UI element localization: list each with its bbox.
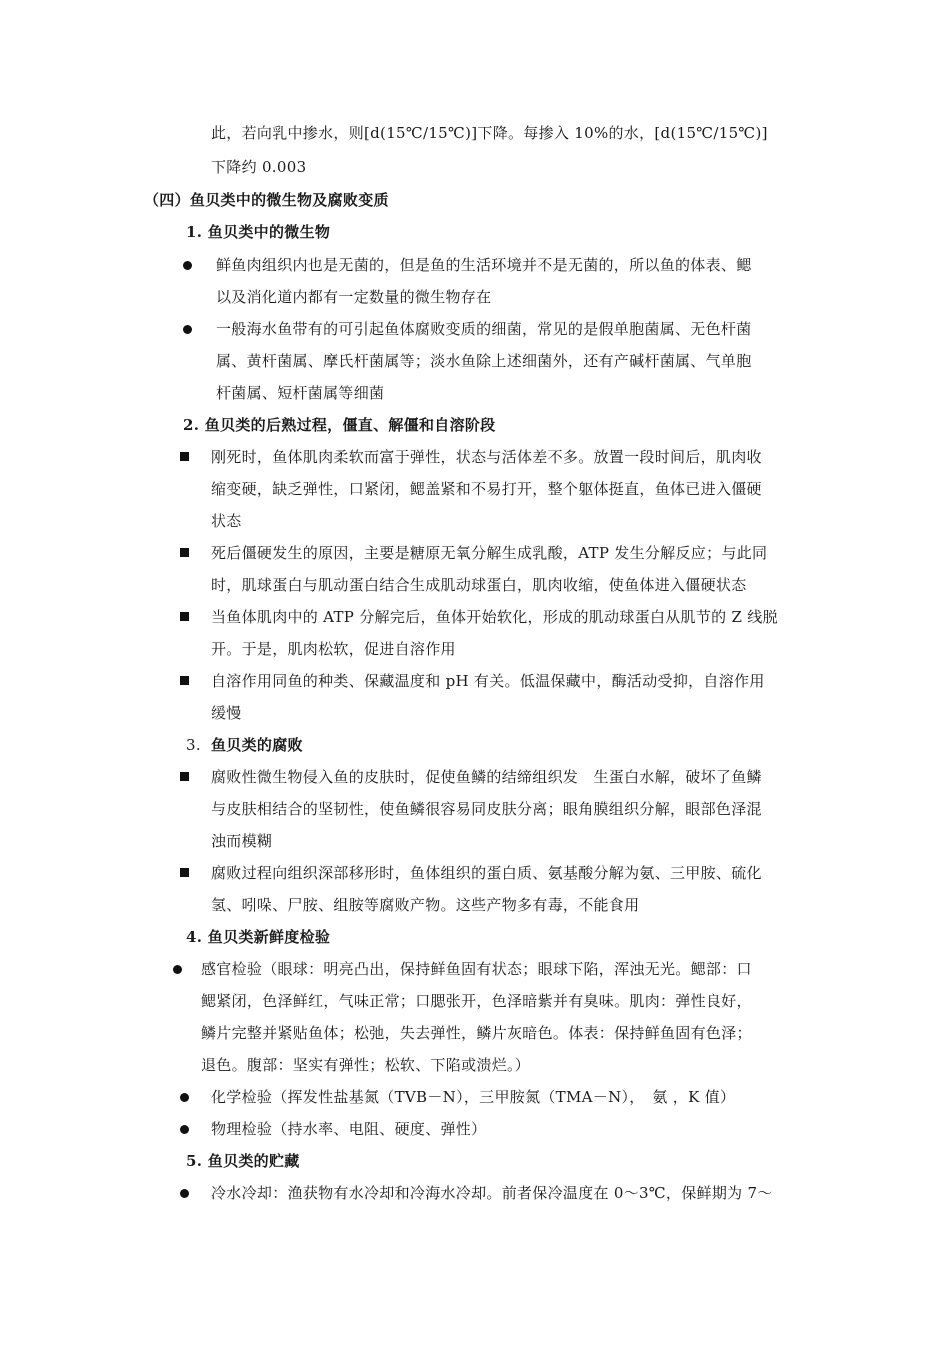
bullet-square-icon [180, 676, 189, 685]
s2-bullet1-line3: 状态 [211, 512, 242, 530]
s2-bullet3-line2: 开。于是，肌肉松软，促进自溶作用 [211, 640, 456, 658]
s4-bullet3: 物理检验（持水率、电阻、硬度、弹性） [211, 1120, 487, 1138]
subsection-5-heading: 5. 鱼贝类的贮藏 [186, 1152, 300, 1170]
s4-bullet1-line4: 退色。腹部：坚实有弹性；松软、下陷或溃烂。） [201, 1056, 531, 1074]
subsection-1-heading: 1. 鱼贝类中的微生物 [186, 223, 331, 241]
intro-line-1: 此，若向乳中掺水，则[d(15℃/15℃)]下降。每掺入 10%的水，[d(15℃/15℃)] [211, 124, 768, 142]
subsection-3-number: 3. [186, 736, 201, 754]
subsection-3-title: 鱼贝类的腐败 [211, 736, 303, 754]
intro-line-2: 下降约 0.003 [211, 158, 307, 176]
bullet-dot-icon [183, 325, 192, 334]
s2-bullet3-line1: 当鱼体肌肉中的 ATP 分解完后，鱼体开始软化，形成的肌动球蛋白从肌节的 Z 线脱 [211, 608, 778, 626]
s2-bullet4-line2: 缓慢 [211, 704, 242, 722]
s2-bullet1-line2: 缩变硬，缺乏弹性，口紧闭，鳃盖紧和不易打开，整个躯体挺直，鱼体已进入僵硬 [211, 480, 762, 498]
s4-bullet1-line3: 鳞片完整并紧贴鱼体；松弛，失去弹性，鳞片灰暗色。体表：保持鲜鱼固有色泽； [201, 1024, 752, 1042]
s4-bullet1-line2: 鳃紧闭，色泽鲜红，气味正常；口腮张开，色泽暗紫并有臭味。肌肉：弹性良好， [201, 992, 752, 1010]
subsection-2-heading: 2. 鱼贝类的后熟过程，僵直、解僵和自溶阶段 [183, 416, 496, 434]
s3-bullet1-line2: 与皮肤相结合的坚韧性，使鱼鳞很容易同皮肤分离；眼角膜组织分解，眼部色泽混 [211, 800, 762, 818]
s2-bullet4-line1: 自溶作用同鱼的种类、保藏温度和 pH 有关。低温保藏中，酶活动受抑，自溶作用 [211, 672, 765, 690]
s1-bullet2-line2: 属、黄杆菌属、摩氏杆菌属等；淡水鱼除上述细菌外，还有产碱杆菌属、气单胞 [216, 352, 752, 370]
bullet-square-icon [180, 548, 189, 557]
s5-bullet1: 冷水冷却：渔获物有水冷却和冷海水冷却。前者保冷温度在 0～3℃，保鲜期为 7～ [211, 1184, 773, 1202]
bullet-dot-icon [180, 1093, 189, 1102]
s2-bullet2-line2: 时，肌球蛋白与肌动蛋白结合生成肌动球蛋白，肌肉收缩，使鱼体进入僵硬状态 [211, 576, 747, 594]
bullet-square-icon [180, 772, 189, 781]
s1-bullet2-line3: 杆菌属、短杆菌属等细菌 [216, 384, 385, 402]
bullet-square-icon [180, 452, 189, 461]
s1-bullet1-line2: 以及消化道内都有一定数量的微生物存在 [216, 288, 492, 306]
bullet-dot-icon [183, 261, 192, 270]
s1-bullet2-line1: 一般海水鱼带有的可引起鱼体腐败变质的细菌，常见的是假单胞菌属、无色杆菌 [216, 320, 752, 338]
s2-bullet2-line1: 死后僵硬发生的原因，主要是糖原无氧分解生成乳酸，ATP 发生分解反应；与此同 [211, 544, 768, 562]
subsection-4-heading: 4. 鱼贝类新鲜度检验 [186, 928, 331, 946]
s3-bullet2-line2: 氢、吲哚、尸胺、组胺等腐败产物。这些产物多有毒，不能食用 [211, 896, 640, 914]
bullet-dot-icon [180, 1125, 189, 1134]
s2-bullet1-line1: 刚死时，鱼体肌肉柔软而富于弹性，状态与活体差不多。放置一段时间后，肌肉收 [211, 448, 762, 466]
s3-bullet1-line3: 浊而模糊 [211, 832, 273, 850]
s4-bullet2: 化学检验（挥发性盐基氮（TVB－N），三甲胺氮（TMA－N）， 氨 ，K 值） [211, 1088, 736, 1106]
bullet-square-icon [180, 612, 189, 621]
s3-bullet2-line1: 腐败过程向组织深部移形时，鱼体组织的蛋白质、氨基酸分解为氨、三甲胺、硫化 [211, 864, 762, 882]
s1-bullet1-line1: 鲜鱼肉组织内也是无菌的，但是鱼的生活环境并不是无菌的，所以鱼的体表、鳃 [216, 256, 752, 274]
s4-bullet1-line1: 感官检验（眼球：明亮凸出，保持鲜鱼固有状态；眼球下陷，浑浊无光。鳃部：口 [201, 960, 752, 978]
bullet-square-icon [180, 868, 189, 877]
section-title: （四）鱼贝类中的微生物及腐败变质 [144, 191, 389, 209]
bullet-dot-icon [180, 1189, 189, 1198]
s3-bullet1-line1: 腐败性微生物侵入鱼的皮肤时，促使鱼鳞的结缔组织发 生蛋白水解，破坏了鱼鳞 [211, 768, 762, 786]
bullet-dot-icon [173, 965, 182, 974]
